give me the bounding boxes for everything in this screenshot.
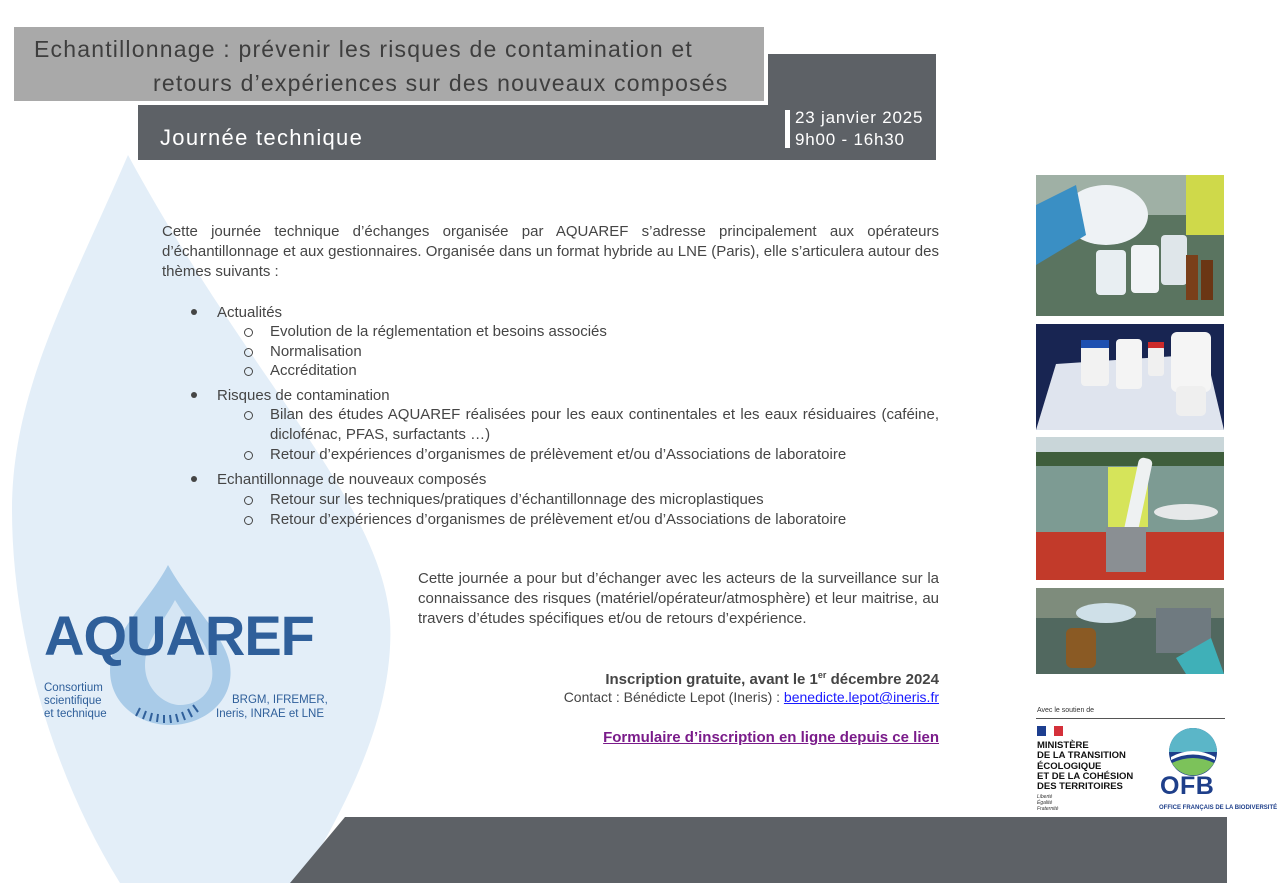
- bullet-icon: [191, 476, 197, 482]
- registration-ordinal: er: [817, 670, 827, 680]
- sub-bullet-icon: [244, 496, 253, 505]
- theme-title: Actualités: [217, 304, 283, 321]
- contact-line: [564, 689, 939, 705]
- theme-item: Accréditation: [270, 362, 357, 379]
- photo-sampling-bottles: [1036, 175, 1224, 316]
- theme-title: Risques de contamination: [217, 387, 390, 404]
- theme-item: Retour d’expériences d’organismes de prélèvement et/ou d’Associations de laboratoire: [270, 511, 847, 528]
- page-title-line-2: retours d’expériences sur des nouveaux composés: [153, 70, 729, 96]
- logo-partners: BRGM, IFREMER,: [232, 694, 328, 706]
- photo-sample-containers: [1036, 324, 1224, 430]
- ministry-name: MINISTÈRE DE LA TRANSITION ÉCOLOGIQUE ET DE LA COHÉSION DES TERRITOIRES: [1037, 740, 1134, 793]
- logo-tagline: scientifique: [44, 695, 102, 707]
- logo-partners: Ineris, INRAE et LNE: [216, 708, 325, 720]
- bullet-icon: [191, 392, 197, 398]
- theme-item: Normalisation: [270, 343, 362, 360]
- theme-item: Retour d’expériences d’organismes de prélèvement et/ou d’Associations de laboratoire: [270, 446, 847, 463]
- theme-title: Echantillonnage de nouveaux composés: [217, 471, 487, 488]
- sub-bullet-icon: [244, 411, 253, 420]
- sub-bullet-icon: [244, 328, 253, 337]
- event-type: Journée technique: [160, 125, 364, 150]
- sub-bullet-icon: [244, 367, 253, 376]
- sub-bullet-icon: [244, 516, 253, 525]
- registration-text: Inscription gratuite, avant le 1: [605, 671, 818, 688]
- logo-tagline: Consortium: [44, 682, 103, 694]
- bullet-icon: [191, 309, 197, 315]
- registration-date: décembre 2024: [826, 671, 939, 688]
- page-title-line-1: Echantillonnage : prévenir les risques de contamination et: [34, 36, 694, 62]
- aquaref-wordmark: AQUAREF: [44, 604, 314, 667]
- ofb-wordmark: OFB: [1160, 772, 1215, 800]
- event-time: 9h00 - 16h30: [795, 130, 905, 149]
- photo-boat-sampling: [1036, 437, 1224, 580]
- logo-tagline: et technique: [44, 708, 107, 720]
- contact-label: Contact : Bénédicte Lepot (Ineris) :: [563, 689, 784, 705]
- sub-bullet-icon: [244, 451, 253, 460]
- intro-paragraph: Cette journée technique d’échanges organisée par AQUAREF s’adresse principalement aux opérateurs d’échantillonnage et aux gestionnaires. Organisée dans un format hybride au LNE (Paris), elle s’articulera autour des thèmes suivants :: [162, 223, 939, 280]
- support-divider: [1036, 718, 1225, 719]
- theme-item: Bilan des études AQUAREF réalisées pour les eaux continentales et les eaux résiduaires (caféine, diclofénac, PFAS, surfactants …): [270, 406, 939, 443]
- photo-water-sampling: [1036, 588, 1224, 674]
- ofb-full-name: OFFICE FRANÇAIS DE LA BIODIVERSITÉ: [1159, 805, 1277, 811]
- theme-item: Evolution de la réglementation et besoins associés: [270, 323, 607, 340]
- date-divider: [785, 110, 790, 148]
- registration-deadline: [605, 670, 939, 688]
- event-date: 23 janvier 2025: [795, 108, 924, 127]
- ministry-motto: Liberté Égalité Fraternité: [1037, 794, 1059, 812]
- registration-form-link[interactable]: Formulaire d’inscription en ligne depuis ce lien: [603, 729, 939, 746]
- ofb-emblem-icon: [1168, 727, 1218, 777]
- contact-email-link[interactable]: benedicte.lepot@ineris.fr: [783, 689, 939, 705]
- french-republic-flag-icon: [1037, 726, 1063, 736]
- theme-item: Retour sur les techniques/pratiques d’échantillonnage des microplastiques: [270, 491, 764, 508]
- support-label: Avec le soutien de: [1037, 707, 1095, 714]
- goal-paragraph: Cette journée a pour but d’échanger avec les acteurs de la surveillance sur la connaissance des risques (matériel/opérateur/atmosphère) et leur maitrise, au travers d’études spécifiques et/ou de retours d’expérience.: [418, 570, 939, 627]
- sub-bullet-icon: [244, 348, 253, 357]
